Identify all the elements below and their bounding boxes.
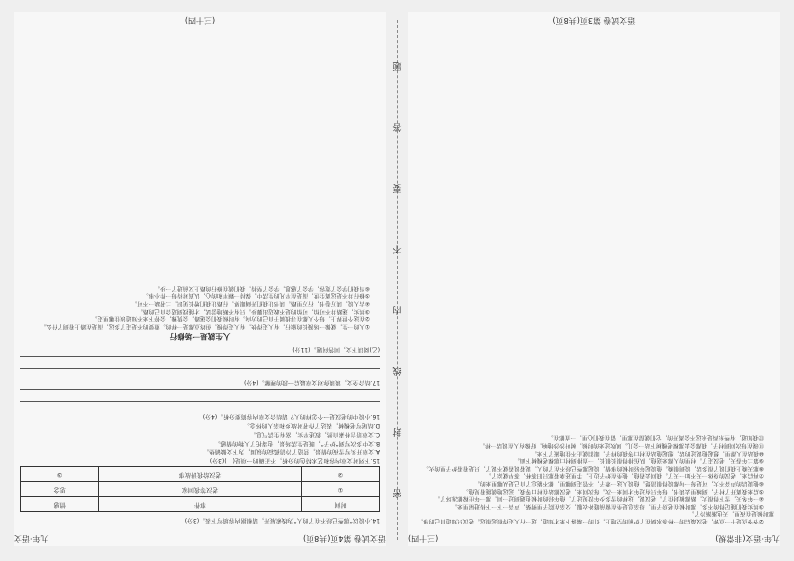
paragraph: ②爷爷点是十一点钟，老汉最后的一杯茶水倒在了炉前的空地上，灯的一端落下来才知道，这一行人走得很远很远。老汉只知道自己的事，那时候是在夜里，天也渐渐冷了。 <box>417 510 774 524</box>
gutter-char: 密 <box>392 487 402 497</box>
paragraph: ⑩我站在人群里，想起他说过的话，想起他站在村口等我的样子，眼泪就止不住地流了下来。 <box>531 449 764 456</box>
table-cell: 老汉等我回家 <box>99 482 302 497</box>
table-cell: 老汉给我讲故事 <box>99 467 302 482</box>
paragraph: ④古人说，读万卷书，行万里路。读书让我们开阔眼界，行路让我们增长见识，二者缺一不可。 <box>131 300 370 307</box>
gutter-char: 不 <box>392 243 402 253</box>
question-17: 17.结合全文，谈谈你对文章最后一段的理解。(4分) <box>244 379 380 386</box>
seal-gutter <box>388 60 406 500</box>
left-text-block <box>414 34 774 524</box>
right-header-right: 九年·语文 <box>14 534 49 543</box>
left-page <box>408 12 780 546</box>
gutter-char: 题 <box>392 60 402 70</box>
passage-title: 人生就是一场修行 <box>169 331 231 341</box>
gutter-char: 内 <box>392 304 402 314</box>
table-cell[interactable]: ② <box>301 467 379 482</box>
question-16: 16.小说中的老汉是一个怎样的人？请结合文章内容简要分析。(4分) <box>202 413 380 420</box>
option-c: C.文章语言朴素自然，叙述平实，富有生活气息。 <box>250 430 380 437</box>
answer-table <box>20 466 380 512</box>
table-cell[interactable]: ① <box>301 482 379 497</box>
right-header <box>14 530 386 546</box>
paragraph: ⑧那天晚上我们说了很多话，说到很晚。他说起年轻时候的事情，说起那些已经不在了的人，说着说着就不说了，只是看着炉子里的火。 <box>422 464 764 471</box>
section-instruction: (乙)阅读下文，回答问题。(11分) <box>292 345 380 352</box>
paragraph: ⑫我知道，有些东西是永远不会离开的，它们就留在那里，留在我们心里，一直都在。 <box>547 434 764 441</box>
table-cell: 思念 <box>21 482 99 497</box>
paragraph: ⑥当我们学会了宽容，学会了感恩，学会了坚持，我们就在修行的路上又前进了一步。 <box>154 284 370 291</box>
answer-line[interactable] <box>20 356 380 364</box>
question-14: 14.小说以“那些已经不在了的人”为线索展开，请根据内容填写下表。(3分) <box>184 517 380 523</box>
paragraph: ⑨第二年春天，老汉走了。村里的人都来送他，队伍排得很长很长，一直排到村口那棵老槐树下面。 <box>514 457 764 464</box>
answer-line[interactable] <box>20 389 380 397</box>
left-header <box>408 530 780 546</box>
answer-line[interactable] <box>20 401 380 409</box>
left-header-right: (三十四) <box>408 534 439 543</box>
table-row <box>21 482 380 497</box>
left-header-left: 九年·语文(非常规) <box>715 534 780 543</box>
paragraph: ④一年冬天，雪下得很大，路都被封住了。老汉说，这样的雪多少年没见过了，他年轻的时候也遇到过一回，那一年庄稼都冻坏了。 <box>434 495 764 502</box>
table-cell[interactable]: ③ <box>21 467 99 482</box>
paragraph: ⑪现在每次回到村子，我都会去那棵老槐树下站一会儿。风吹过来的时候，树叶沙沙地响，好像有人在说话一样。 <box>479 442 764 449</box>
paragraph: ③其实我们能记得的不多，那时候在老房子里，母亲总是坐在窗前缝补衣服，父亲在院子里劈柴，声音一下一下传进屋里来。 <box>451 502 764 509</box>
paragraph: ②在这个世界上，每个人都在寻找属于自己的方向。有时候我们会迷路，会犹豫，会停下来不知道该往哪里走。 <box>91 315 370 322</box>
gutter-char: 线 <box>392 365 402 375</box>
gutter-char: 答 <box>392 121 402 131</box>
option-b: B.文中多次写到“炉子”，既是生活场景，也寄托了人物的情感。 <box>214 439 380 446</box>
right-text-block <box>20 34 380 524</box>
right-header-left: 语文试卷 第4页(共8页) <box>303 534 386 543</box>
gutter-char: 要 <box>392 182 402 192</box>
paragraph: ①人的一生，就像一场漫长的旅行，有人走得快，有人走得慢，但终点都是一样的。重要的不是走了多远，而是在路上看到了什么。 <box>40 322 370 329</box>
option-a: A.文章开头写雪夜的情景，营造了冷清孤寂的氛围，为下文做铺垫。 <box>203 448 380 455</box>
paragraph: ⑦再后来，老汉的身体一天不如一天了。我回去看他，他坐在炉子边上，手里还拿着那只旧茶杯，茶早就凉了。 <box>485 472 764 479</box>
gutter-char: 封 <box>392 426 402 436</box>
paragraph: ⑤后来我离开了村子，到城里去读书，每年只有过年才回来一次。每次回来，老汉都站在村口等我，远远地就能看见他。 <box>462 487 764 494</box>
answer-line[interactable] <box>20 368 380 376</box>
question-15: 15.下列对文章内容和艺术特色的分析，不正确的一项是( )(3分) <box>209 457 380 464</box>
right-footer: (三十四) <box>184 16 216 25</box>
paragraph: ⑥他说话的声音不大，可是每一句都说得很清楚。他说人这一辈子，不管走到哪里，都不能忘了自己是从哪里来的。 <box>474 480 764 487</box>
table-cell: 时间 <box>301 497 379 512</box>
table-row <box>21 467 380 482</box>
table-row <box>21 497 380 512</box>
right-page <box>14 12 386 546</box>
paragraph: ③其实，迷路并不可怕，可怕的是不敢迈出脚步。只有不断地尝试，才能找到适合自己的路。 <box>137 307 370 314</box>
paragraph: ⑤修行并不是远离尘世，而是在平凡的生活中，保持一颗平和的心，认真对待每一件小事。 <box>142 292 370 299</box>
table-cell: 事件 <box>99 497 302 512</box>
table-cell: 情感 <box>21 497 99 512</box>
left-footer: 语文试卷 第3页(共8页) <box>552 16 636 25</box>
option-d: D.结尾写老槐树，表达了作者对故乡和亲人的怀念。 <box>243 422 380 429</box>
